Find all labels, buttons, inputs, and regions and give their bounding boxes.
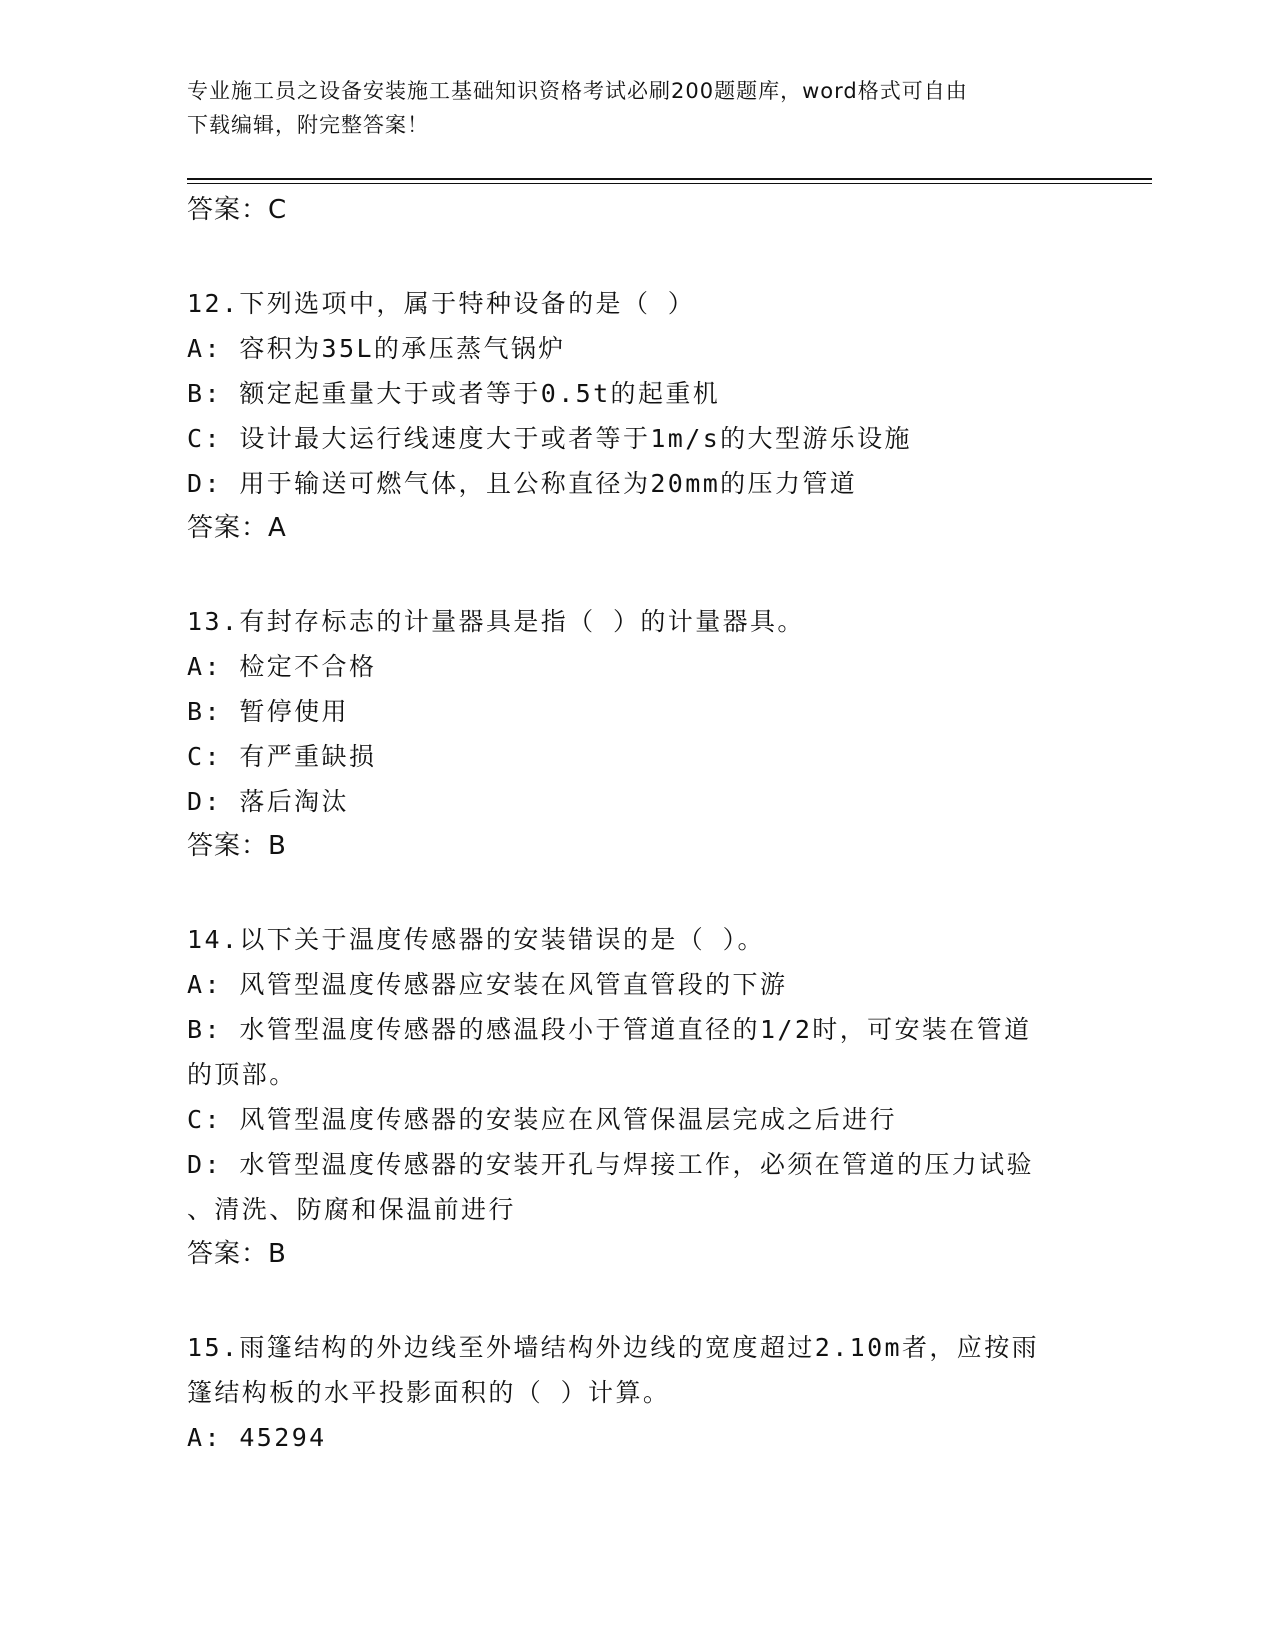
header-divider-thin — [187, 183, 1152, 184]
option-c: C: 风管型温度传感器的安装应在风管保温层完成之后进行 — [187, 1105, 897, 1134]
option-c: C: 设计最大运行线速度大于或者等于1m/s的大型游乐设施 — [187, 424, 912, 453]
question-stem: 14.以下关于温度传感器的安装错误的是（ ）。 — [187, 925, 765, 954]
answer-q12: 答案：A — [187, 513, 287, 543]
option-a: A: 45294 — [187, 1423, 327, 1452]
answer-q13: 答案：B — [187, 831, 287, 861]
question-15 — [187, 1325, 1087, 1460]
question-13 — [187, 599, 1087, 824]
answer-q14: 答案：B — [187, 1239, 287, 1269]
option-c: C: 有严重缺损 — [187, 742, 377, 771]
header-divider-thick — [187, 178, 1152, 180]
option-a: A: 容积为35L的承压蒸气锅炉 — [187, 334, 566, 363]
spacer — [187, 233, 1087, 281]
option-d: D: 用于输送可燃气体，且公称直径为20mm的压力管道 — [187, 469, 858, 498]
option-a: A: 检定不合格 — [187, 652, 377, 681]
header-line-1: 专业施工员之设备安装施工基础知识资格考试必刷200题题库，word格式可自由 — [187, 79, 968, 103]
question-12 — [187, 281, 1087, 506]
option-d: D: 落后淘汰 — [187, 787, 349, 816]
spacer — [187, 1277, 1087, 1325]
option-d-continuation: 、清洗、防腐和保温前进行 — [187, 1195, 516, 1224]
spacer — [187, 551, 1087, 599]
option-b: B: 水管型温度传感器的感温段小于管道直径的1/2时，可安装在管道 — [187, 1015, 1032, 1044]
option-b: B: 额定起重量大于或者等于0.5t的起重机 — [187, 379, 721, 408]
question-stem: 13.有封存标志的计量器具是指（ ）的计量器具。 — [187, 607, 805, 636]
answer-q11: 答案：C — [187, 195, 288, 225]
question-list — [187, 185, 1087, 1460]
option-d: D: 水管型温度传感器的安装开孔与焊接工作，必须在管道的压力试验 — [187, 1150, 1034, 1179]
question-stem: 15.雨篷结构的外边线至外墙结构外边线的宽度超过2.10m者，应按雨 — [187, 1333, 1040, 1362]
question-stem-continuation: 篷结构板的水平投影面积的（ ）计算。 — [187, 1378, 671, 1407]
option-b-continuation: 的顶部。 — [187, 1060, 297, 1089]
question-14 — [187, 917, 1087, 1232]
header-line-2: 下载编辑，附完整答案！ — [187, 113, 429, 137]
option-a: A: 风管型温度传感器应安装在风管直管段的下游 — [187, 970, 788, 999]
page-header — [187, 74, 1087, 142]
question-stem: 12.下列选项中，属于特种设备的是（ ） — [187, 289, 696, 318]
option-b: B: 暂停使用 — [187, 697, 349, 726]
spacer — [187, 869, 1087, 917]
